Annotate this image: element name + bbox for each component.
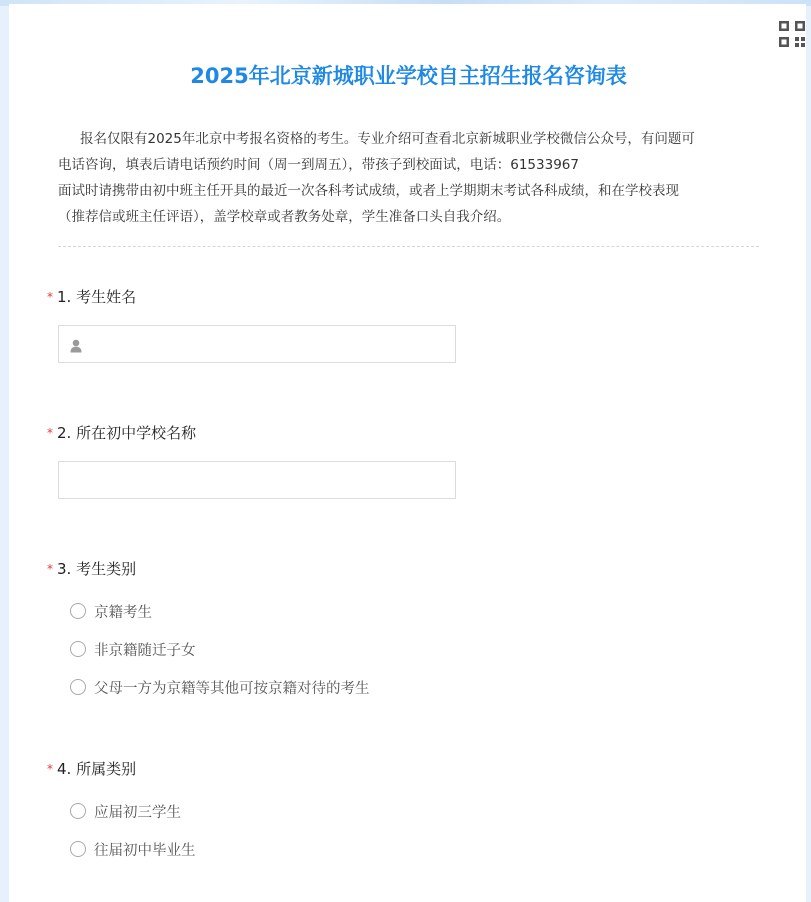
question-4-title [47, 758, 136, 779]
section-divider [58, 246, 759, 247]
intro-line: （推荐信或班主任评语），盖学校章或者教务处章，学生准备口头自我介绍。 [58, 209, 511, 225]
student-name-input[interactable] [58, 325, 456, 363]
radio-label: 往届初中毕业生 [94, 842, 196, 859]
radio-label: 应届初三学生 [94, 804, 181, 821]
radio-circle-icon[interactable] [70, 841, 86, 857]
question-1-title [47, 286, 136, 307]
intro-line: 面试时请携带由初中班主任开具的最近一次各科考试成绩，或者上学期期末考试各科成绩，和在学校表现 [58, 183, 679, 199]
question-number: 1. [57, 288, 72, 306]
question-label: 所属类别 [76, 760, 137, 778]
form-title: 2025年北京新城职业学校自主招生报名咨询表 [190, 64, 627, 88]
question-number: 2. [57, 424, 72, 442]
radio-option-previous-grad[interactable] [70, 838, 196, 860]
intro-line: 报名仅限有2025年北京中考报名资格的考生。专业介绍可查看北京新城职业学校微信公众号，有问题可 [80, 131, 695, 147]
form-description [58, 126, 763, 230]
radio-option-current-grad[interactable] [70, 800, 181, 822]
question-label: 考生姓名 [76, 288, 137, 306]
required-mark: * [47, 426, 53, 440]
radio-circle-icon[interactable] [70, 679, 86, 695]
radio-label: 京籍考生 [94, 604, 152, 621]
question-number: 4. [57, 760, 72, 778]
user-icon [70, 338, 82, 352]
required-mark: * [47, 762, 53, 776]
question-label: 考生类别 [76, 560, 137, 578]
radio-option-beijing[interactable] [70, 600, 152, 622]
question-2-title [47, 422, 196, 443]
radio-option-non-beijing[interactable] [70, 638, 196, 660]
radio-circle-icon[interactable] [70, 641, 86, 657]
radio-label: 父母一方为京籍等其他可按京籍对待的考生 [94, 680, 370, 697]
radio-label: 非京籍随迁子女 [94, 642, 196, 659]
question-3-title [47, 558, 136, 579]
middle-school-name-input[interactable] [58, 461, 456, 499]
question-number: 3. [57, 560, 72, 578]
radio-option-parent-beijing[interactable] [70, 676, 370, 698]
required-mark: * [47, 562, 53, 576]
radio-circle-icon[interactable] [70, 603, 86, 619]
question-label: 所在初中学校名称 [76, 424, 197, 442]
required-mark: * [47, 290, 53, 304]
radio-circle-icon[interactable] [70, 803, 86, 819]
qr-code-icon[interactable] [778, 20, 806, 48]
intro-line: 电话咨询，填表后请电话预约时间（周一到周五），带孩子到校面试，电话：61533967 [58, 157, 579, 173]
